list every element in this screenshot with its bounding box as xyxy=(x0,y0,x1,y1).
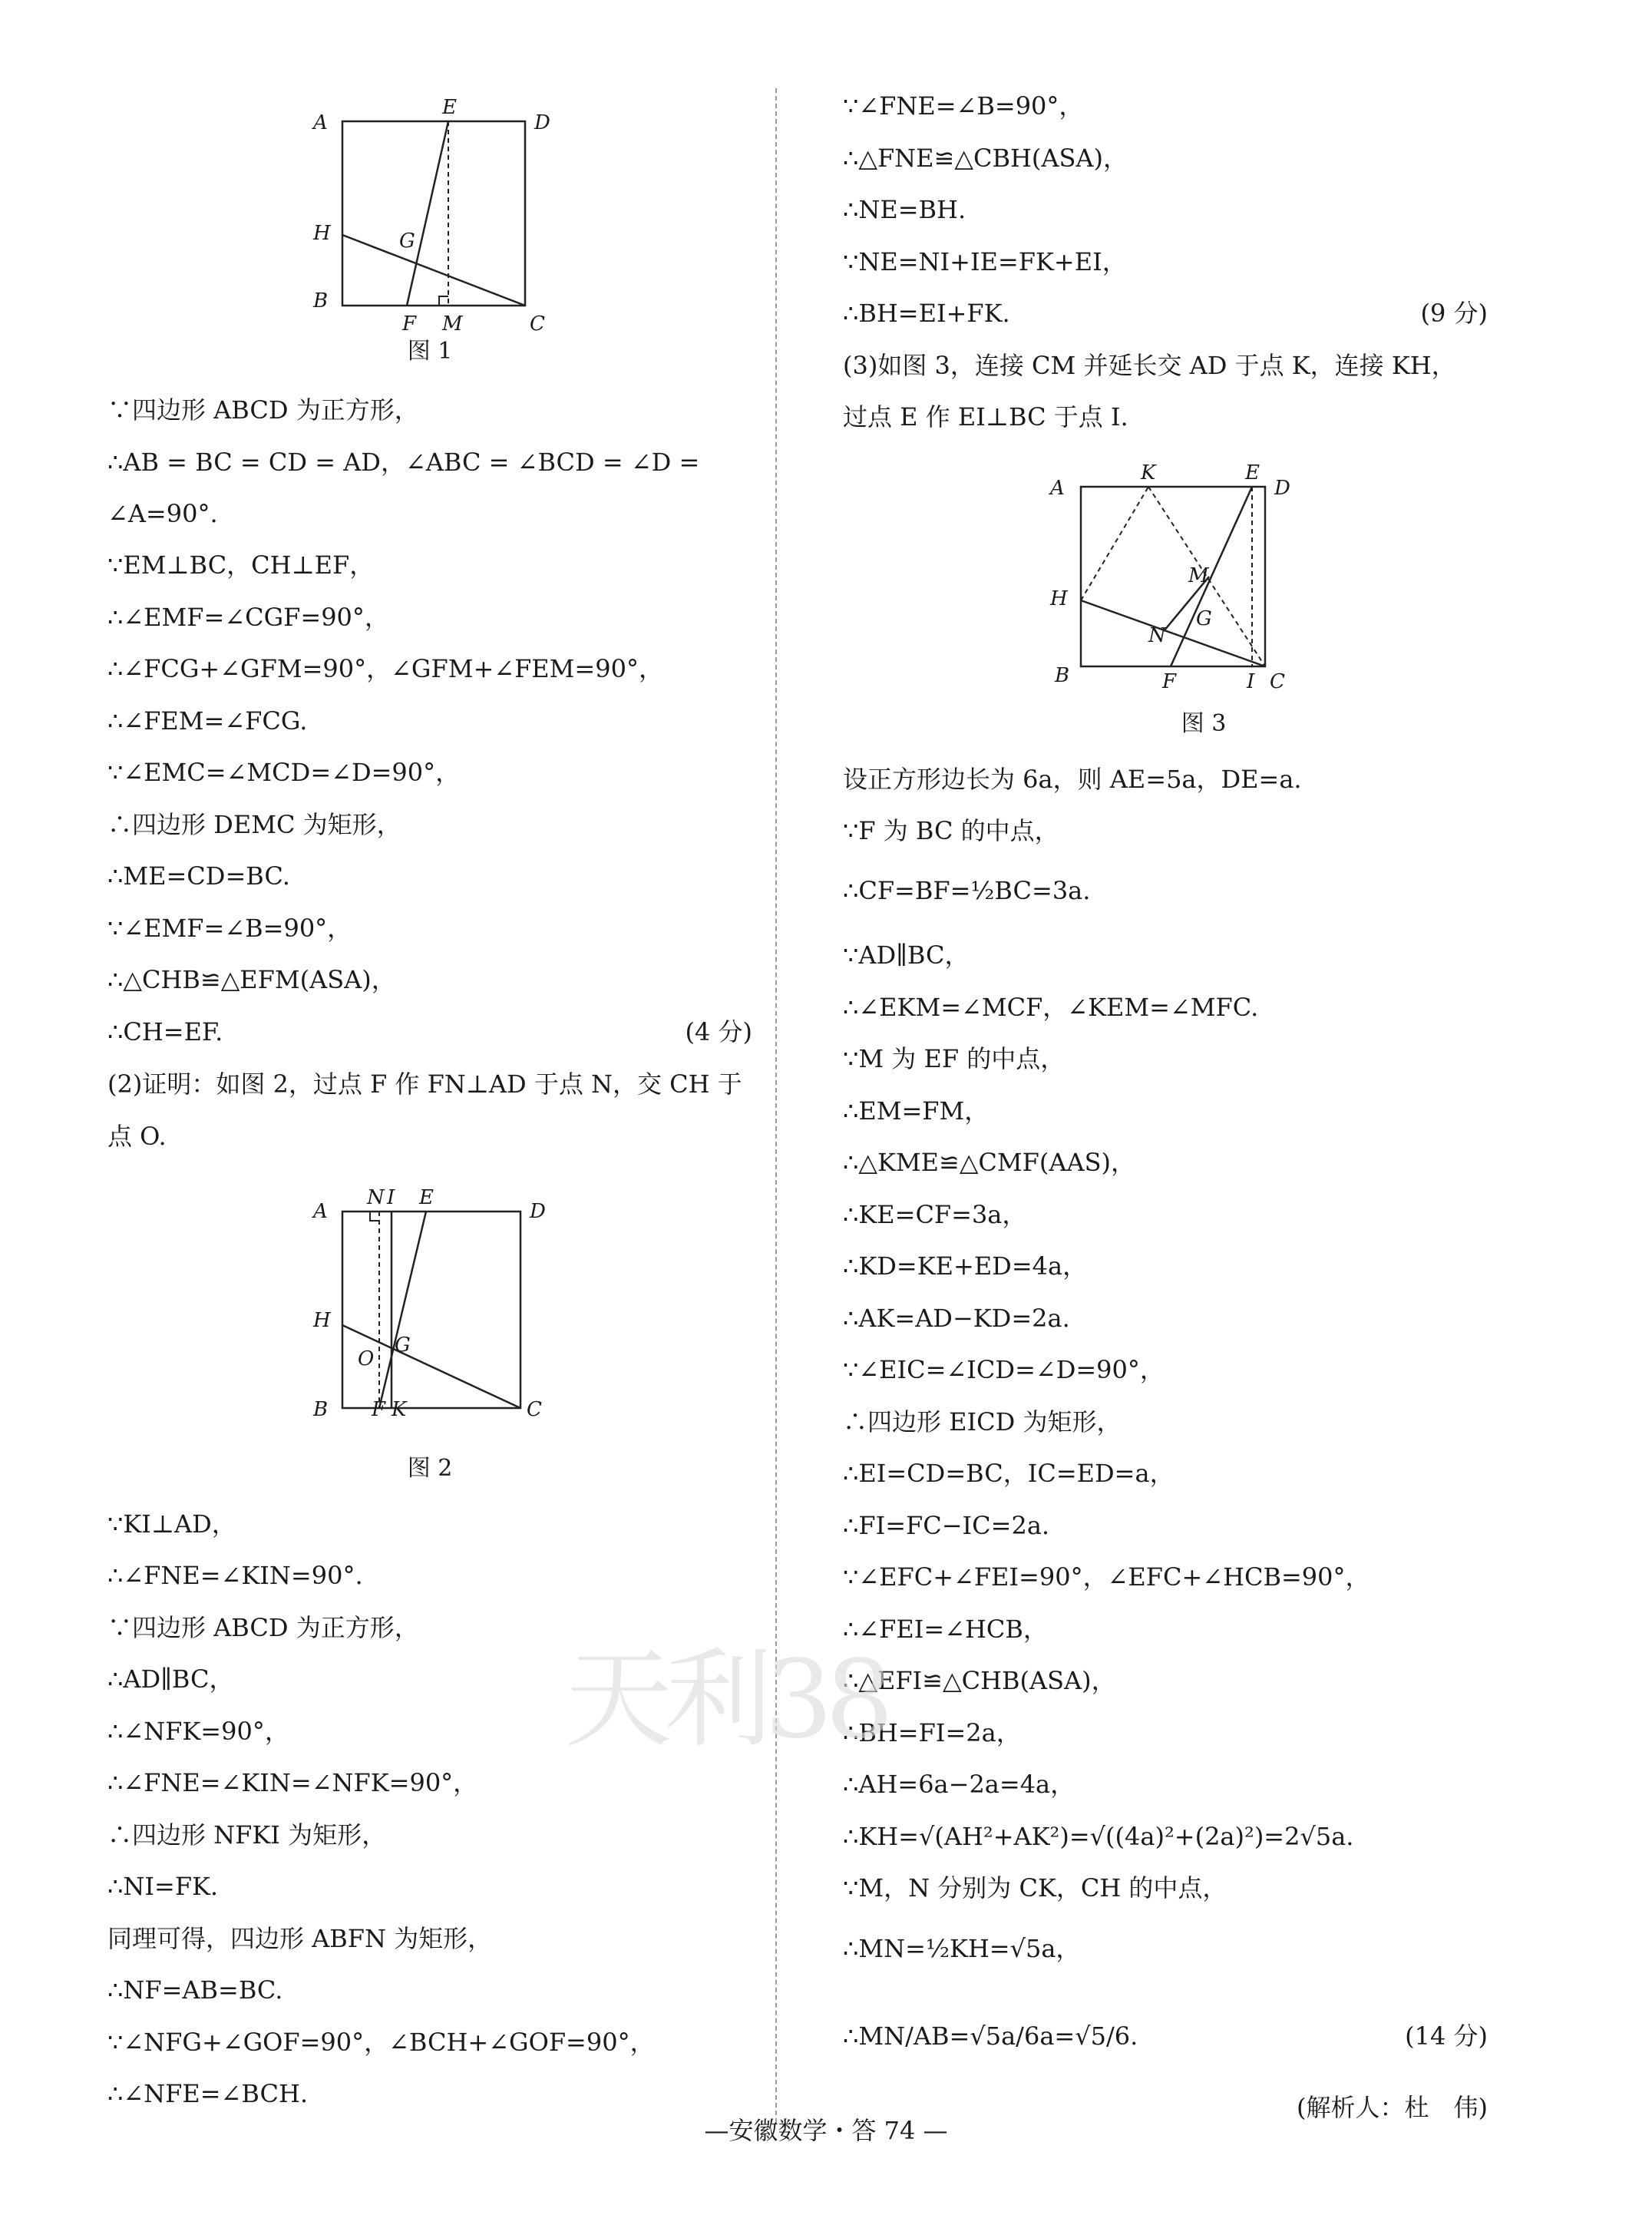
figure-2-caption: 图 2 xyxy=(407,1455,453,1482)
right-line: ∴△KME≌△CMF(AAS)， xyxy=(843,1148,1135,1177)
analyst-name: (解析人：杜 伟) xyxy=(1297,2093,1488,2122)
fig2-label-N: N xyxy=(367,1186,385,1209)
fig3-label-B: B xyxy=(1055,664,1070,687)
fig1-label-H: H xyxy=(313,222,331,245)
left-line: ∵∠EMC=∠MCD=∠D=90°， xyxy=(107,758,461,787)
right-line: ∴KE=CF=3a， xyxy=(843,1200,1027,1229)
right-line: ∴NE=BH. xyxy=(843,195,966,224)
right-line: ∴∠FEI=∠HCB， xyxy=(843,1615,1048,1644)
left-line: ∵四边形 ABCD 为正方形， xyxy=(107,395,419,425)
fig3-label-M: M xyxy=(1188,564,1209,587)
right-line: ∴EM=FM， xyxy=(843,1096,990,1126)
left-line: ∴AB = BC = CD = AD，∠ABC = ∠BCD = ∠D = xyxy=(107,448,700,477)
fig2-label-A: A xyxy=(313,1200,328,1223)
left-line: ∵四边形 ABCD 为正方形， xyxy=(107,1613,419,1642)
figure-1-caption: 图 1 xyxy=(407,338,453,365)
fig2-label-I: I xyxy=(387,1186,395,1209)
fig1-label-D: D xyxy=(534,111,550,134)
fig2-label-O: O xyxy=(358,1347,375,1370)
left-line: ∴∠FNE=∠KIN=90°. xyxy=(107,1561,363,1590)
score-14: (14 分) xyxy=(1405,2021,1488,2051)
left-line: ∵∠EMF=∠B=90°， xyxy=(107,914,352,943)
fig3-label-D: D xyxy=(1274,477,1290,500)
right-line: ∴MN=½KH=√5a， xyxy=(843,1934,1081,1963)
right-line-text: ∴BH=EI+FK. xyxy=(843,299,1010,328)
fig3-label-A: A xyxy=(1050,477,1065,500)
right-line: 过点 E 作 EI⊥BC 于点 I. xyxy=(843,402,1128,431)
fig2-label-C: C xyxy=(527,1398,542,1421)
fig1-label-F: F xyxy=(402,312,417,336)
fig2-label-B: B xyxy=(313,1398,329,1421)
left-line: ∵KI⊥AD， xyxy=(107,1509,236,1539)
figure-3 xyxy=(1035,458,1388,711)
right-line: ∵∠EIC=∠ICD=∠D=90°， xyxy=(843,1355,1165,1384)
right-line-text: ∴MN/AB=√5a/6a=√5/6. xyxy=(843,2021,1138,2051)
right-line: ∵M，N 分别为 CK，CH 的中点， xyxy=(843,1873,1227,1902)
column-divider xyxy=(775,88,777,2123)
right-line: ∵F 为 BC 的中点， xyxy=(843,816,1059,845)
left-line: ∴NI=FK. xyxy=(107,1872,219,1901)
right-line: ∵M 为 EF 的中点， xyxy=(843,1044,1066,1073)
right-line: ∴AK=AD−KD=2a. xyxy=(843,1304,1070,1333)
left-line: 点 O. xyxy=(107,1122,167,1151)
score-4: (4 分) xyxy=(685,1017,752,1046)
left-line: ∴∠FNE=∠KIN=∠NFK=90°， xyxy=(107,1768,478,1797)
right-line: ∴EI=CD=BC，IC=ED=a， xyxy=(843,1459,1175,1488)
fig1-label-G: G xyxy=(399,230,415,253)
fig1-label-M: M xyxy=(442,312,463,336)
right-line: ∴△FNE≌△CBH(ASA)， xyxy=(843,144,1128,173)
left-line: 同理可得，四边形 ABFN 为矩形， xyxy=(107,1924,493,1953)
left-line: ∴△CHB≌△EFM(ASA)， xyxy=(107,965,396,994)
right-line: ∴BH=FI=2a， xyxy=(843,1718,1021,1747)
left-line: (2)证明：如图 2，过点 F 作 FN⊥AD 于点 N，交 CH 于 xyxy=(107,1069,742,1099)
figure-2 xyxy=(307,1182,660,1436)
left-line: ∠A=90°. xyxy=(107,499,218,528)
right-line: ∵∠EFC+∠FEI=90°，∠EFC+∠HCB=90°， xyxy=(843,1562,1370,1592)
right-line xyxy=(843,298,1488,329)
right-line: ∴△EFI≌△CHB(ASA)， xyxy=(843,1666,1116,1695)
fig2-label-D: D xyxy=(530,1200,546,1223)
left-line-text: ∴CH=EF. xyxy=(107,1017,223,1046)
fig3-label-E: E xyxy=(1245,461,1260,484)
left-line: ∵∠NFG+∠GOF=90°，∠BCH+∠GOF=90°， xyxy=(107,2028,655,2057)
right-line: ∴∠EKM=∠MCF，∠KEM=∠MFC. xyxy=(843,993,1259,1022)
fig3-label-C: C xyxy=(1270,670,1285,693)
fig2-label-H: H xyxy=(313,1309,331,1332)
right-line: ∴KD=KE+ED=4a， xyxy=(843,1251,1088,1281)
right-line: ∵NE=NI+IE=FK+EI， xyxy=(843,247,1127,276)
fig3-label-G: G xyxy=(1196,607,1212,630)
right-line: (3)如图 3，连接 CM 并延长交 AD 于点 K，连接 KH， xyxy=(843,351,1456,380)
fig3-label-N: N xyxy=(1148,624,1166,647)
left-line: ∴∠NFK=90°， xyxy=(107,1717,289,1746)
left-line: ∴NF=AB=BC. xyxy=(107,1975,283,2005)
right-line: ∴KH=√(AH²+AK²)=√((4a)²+(2a)²)=2√5a. xyxy=(843,1822,1354,1851)
fig3-label-F: F xyxy=(1162,670,1177,693)
left-line: ∴∠EMF=∠CGF=90°， xyxy=(107,603,389,632)
fig1-label-C: C xyxy=(530,312,545,336)
score-9: (9 分) xyxy=(1420,299,1488,328)
right-line: ∴AH=6a−2a=4a， xyxy=(843,1770,1075,1799)
left-line: ∴四边形 NFKI 为矩形， xyxy=(107,1820,387,1850)
fig1-label-B: B xyxy=(313,289,329,312)
watermark: 天利38 xyxy=(564,1638,887,1763)
fig2-label-K: K xyxy=(392,1398,407,1421)
left-line: ∵EM⊥BC，CH⊥EF， xyxy=(107,550,375,580)
left-line: ∴AD∥BC， xyxy=(107,1664,234,1694)
fig2-label-F: F xyxy=(372,1398,386,1421)
figure-1 xyxy=(307,92,660,345)
right-line: ∴FI=FC−IC=2a. xyxy=(843,1511,1050,1540)
fig3-label-K: K xyxy=(1141,461,1156,484)
figure-3-caption: 图 3 xyxy=(1181,710,1227,737)
page-footer: —安徽数学・答 74 — xyxy=(704,2116,948,2145)
fig3-label-H: H xyxy=(1050,587,1068,610)
left-line xyxy=(107,1017,752,1047)
fig2-label-E: E xyxy=(419,1186,434,1209)
right-line xyxy=(843,2021,1488,2051)
right-line: ∵AD∥BC， xyxy=(843,940,970,970)
right-line: 设正方形边长为 6a，则 AE=5a，DE=a. xyxy=(843,765,1302,794)
left-line: ∴∠FCG+∠GFM=90°，∠GFM+∠FEM=90°， xyxy=(107,654,663,683)
fig1-label-A: A xyxy=(313,111,328,134)
left-line: ∴四边形 DEMC 为矩形， xyxy=(107,810,401,839)
fig3-label-I: I xyxy=(1247,670,1255,693)
fig1-label-E: E xyxy=(442,96,457,119)
fig2-label-G: G xyxy=(395,1334,411,1357)
left-line: ∴ME=CD=BC. xyxy=(107,861,290,891)
right-line: ∴CF=BF=½BC=3a. xyxy=(843,876,1091,905)
left-line: ∴∠FEM=∠FCG. xyxy=(107,706,308,736)
right-line: ∵∠FNE=∠B=90°， xyxy=(843,91,1084,121)
right-line: ∴四边形 EICD 为矩形， xyxy=(843,1407,1122,1436)
left-line: ∴∠NFE=∠BCH. xyxy=(107,2079,309,2108)
